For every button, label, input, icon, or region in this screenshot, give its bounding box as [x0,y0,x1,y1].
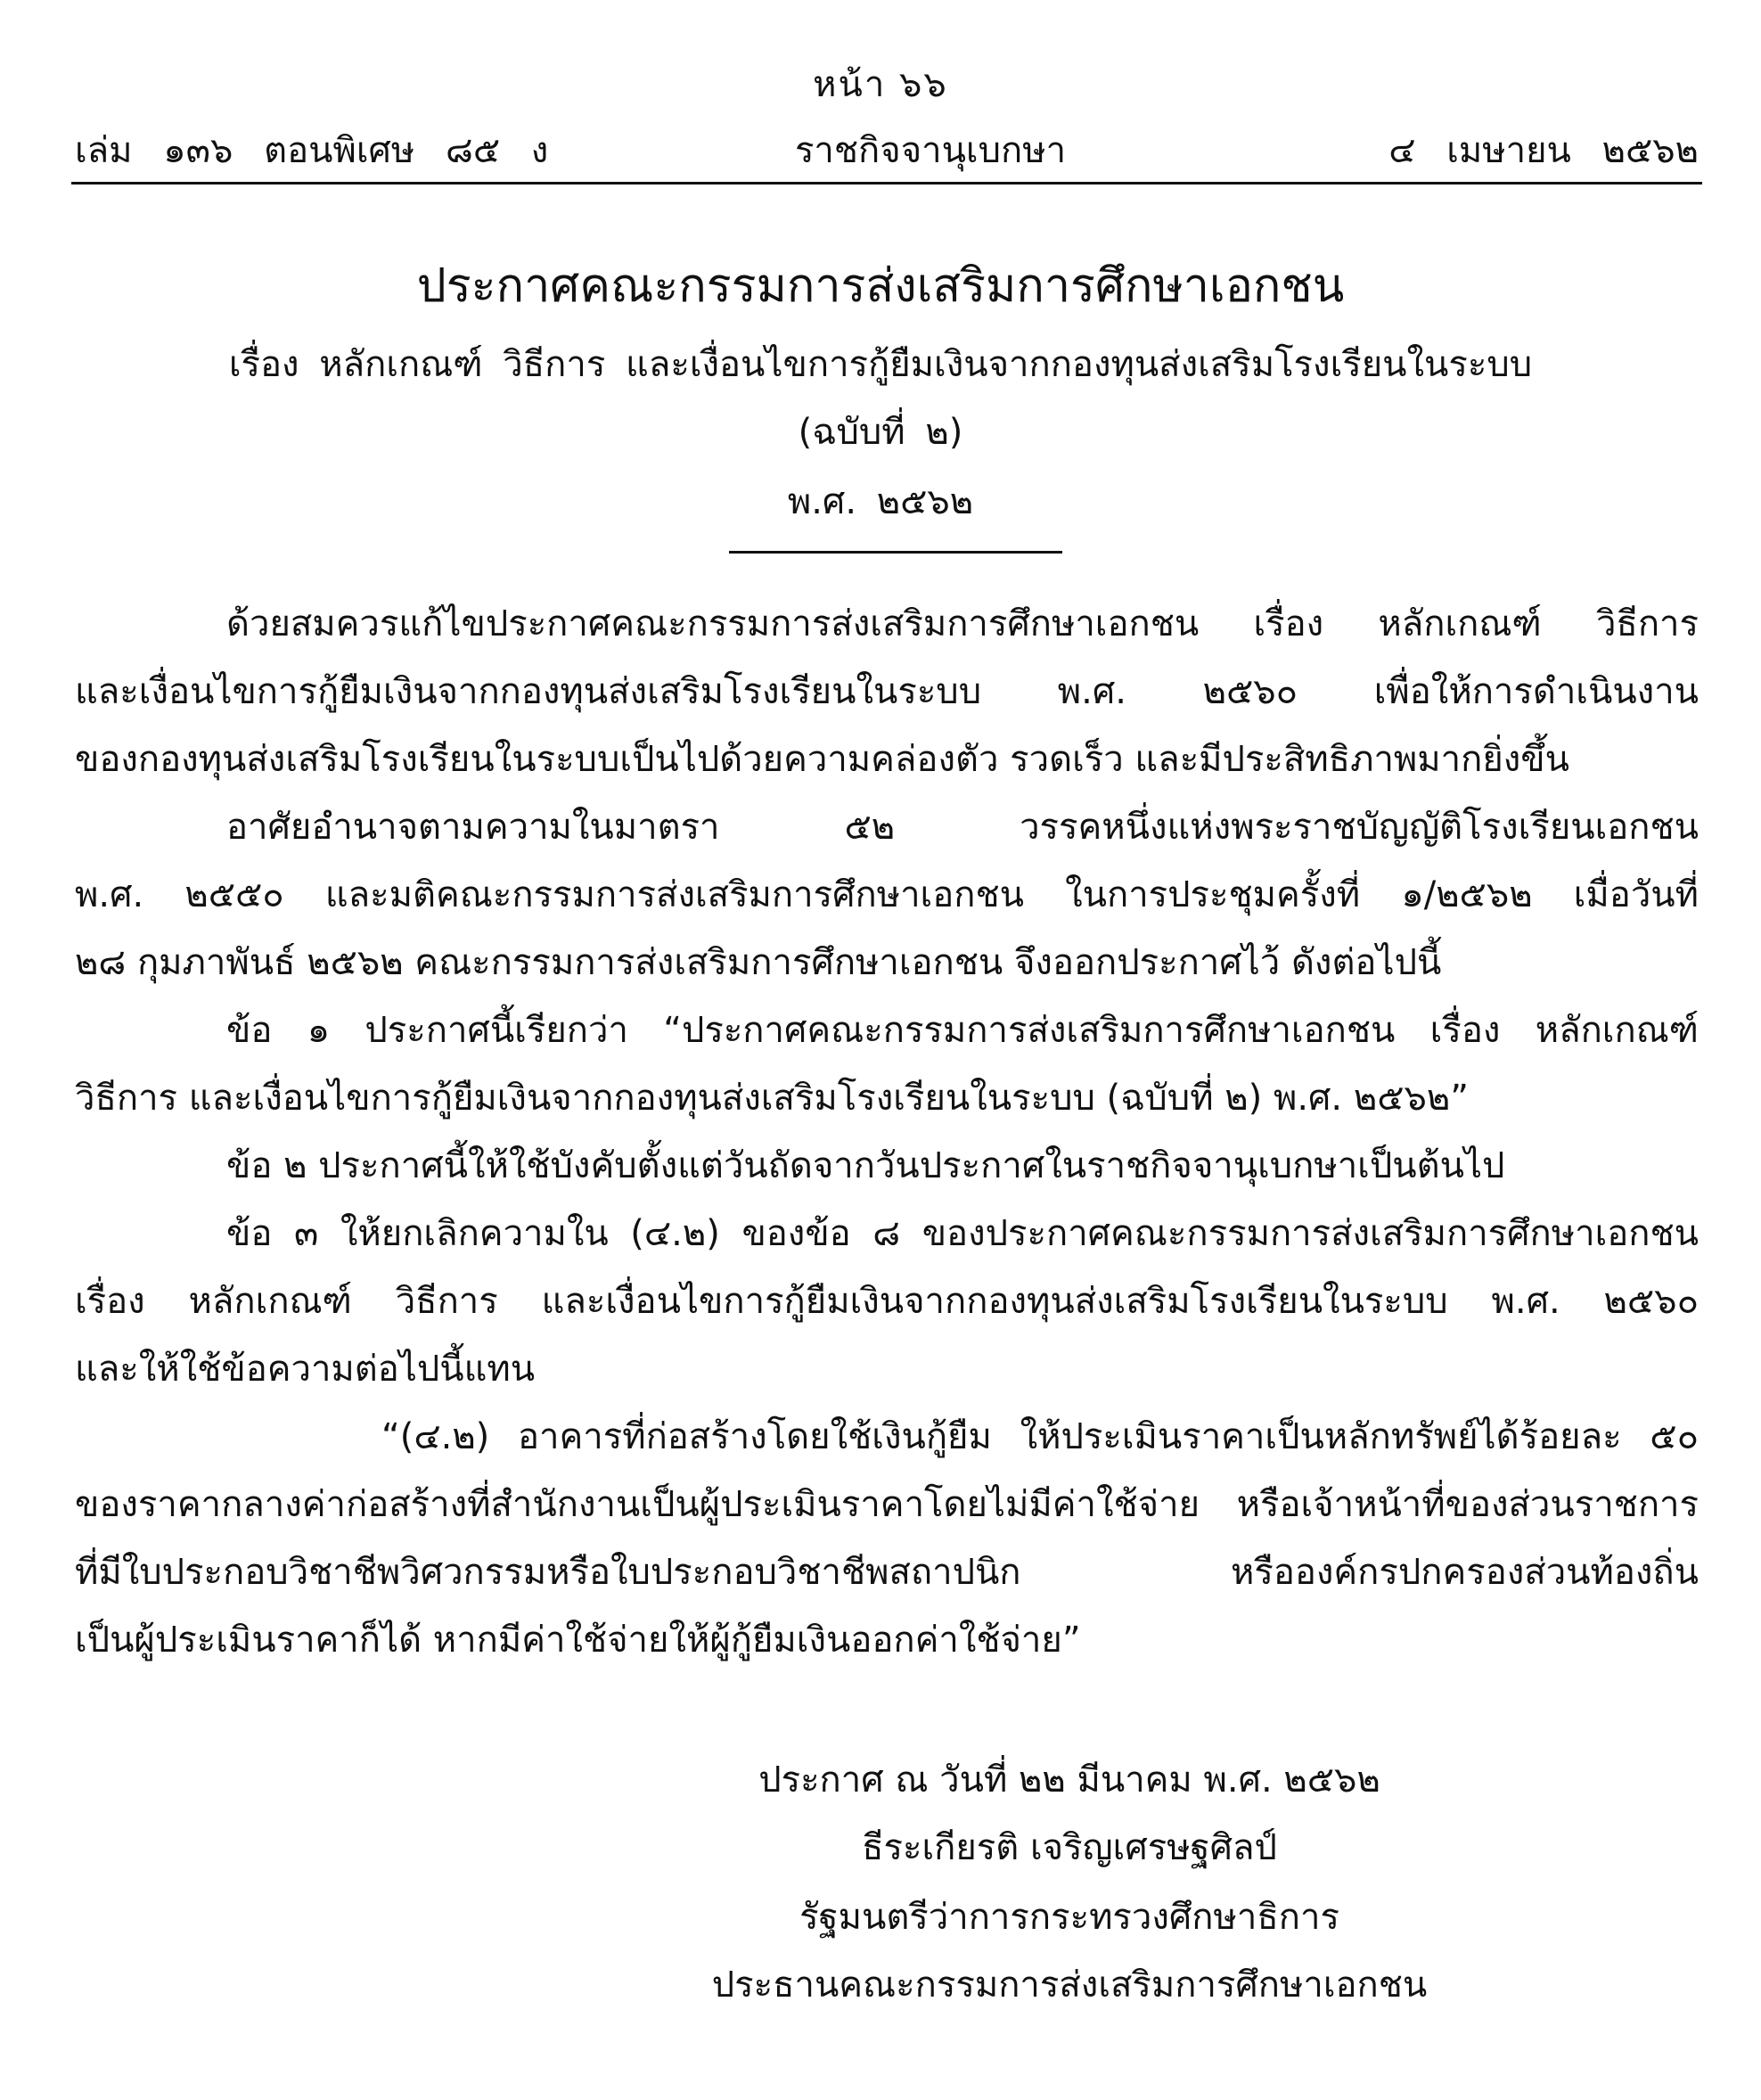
clause-2: ข้อ ๒ ประกาศนี้ให้ใช้บังคับตั้งแต่วันถัดจากวันประกาศในราชกิจจานุเบกษาเป็นต้นไป [226,1145,1505,1186]
page-number: หน้า ๖๖ [813,64,948,105]
amended-text: “(๔.๒) อาคารที่ก่อสร้างโดยใช้เงินกู้ยืม ให้ประเมินราคาเป็นหลักทรัพย์ได้ร้อยละ ๕๐ [381,1416,1699,1457]
announcement-title: ประกาศคณะกรรมการส่งเสริมการศึกษาเอกชน [416,259,1345,313]
signature-date: ประกาศ ณ วันที่ ๒๒ มีนาคม พ.ศ. ๒๕๖๒ [758,1760,1380,1801]
body-line: พ.ศ. ๒๕๕๐ และมติคณะกรรมการส่งเสริมการศึกษาเอกชน ในการประชุมครั้งที่ ๑/๒๕๖๒ เมื่อวันที่ [75,874,1699,915]
body-line: เรื่อง หลักเกณฑ์ วิธีการ และเงื่อนไขการกู้ยืมเงินจากกองทุนส่งเสริมโรงเรียนในระบบ พ.ศ. ๒๕๖๐ [75,1281,1699,1322]
announcement-year: พ.ศ. ๒๕๖๒ [787,481,974,522]
body-line: อาศัยอำนาจตามความในมาตรา ๕๒ วรรคหนึ่งแห่งพระราชบัญญัติโรงเรียนเอกชน [226,807,1699,848]
body-line: ด้วยสมควรแก้ไขประกาศคณะกรรมการส่งเสริมการศึกษาเอกชน เรื่อง หลักเกณฑ์ วิธีการ [226,603,1699,644]
signatory-position: รัฐมนตรีว่าการกระทรวงศึกษาธิการ [799,1897,1339,1938]
clause-3: ข้อ ๓ ให้ยกเลิกความใน (๔.๒) ของข้อ ๘ ของประกาศคณะกรรมการส่งเสริมการศึกษาเอกชน [226,1213,1699,1254]
body-line: วิธีการ และเงื่อนไขการกู้ยืมเงินจากกองทุนส่งเสริมโรงเรียนในระบบ (ฉบับที่ ๒) พ.ศ. ๒๕๖๒” [75,1078,1469,1119]
body-line: ที่มีใบประกอบวิชาชีพวิศวกรรมหรือใบประกอบวิชาชีพสถาปนิก หรือองค์กรปกครองส่วนท้องถิ่น [75,1552,1699,1593]
title-divider [729,551,1062,554]
publication-name: ราชกิจจานุเบกษา [794,130,1067,171]
signatory-name: ธีระเกียรติ เจริญเศรษฐศิลป์ [862,1827,1277,1868]
body-line: ของราคากลางค่าก่อสร้างที่สำนักงานเป็นผู้ประเมินราคาโดยไม่มีค่าใช้จ่าย หรือเจ้าหน้าที่ของส่วนราชการ [75,1484,1699,1525]
volume-info: เล่ม ๑๓๖ ตอนพิเศษ ๘๕ ง [75,130,549,171]
publication-date: ๔ เมษายน ๒๕๖๒ [1388,130,1699,171]
signatory-position-2: ประธานคณะกรรมการส่งเสริมการศึกษาเอกชน [711,1965,1428,2006]
body-line: ของกองทุนส่งเสริมโรงเรียนในระบบเป็นไปด้วยความคล่องตัว รวดเร็ว และมีประสิทธิภาพมากยิ่งขึ้น [75,739,1569,780]
header-divider [71,182,1702,185]
gazette-header [75,121,1699,175]
body-line: เป็นผู้ประเมินราคาก็ได้ หากมีค่าใช้จ่ายให้ผู้กู้ยืมเงินออกค่าใช้จ่าย” [75,1620,1081,1661]
clause-1: ข้อ ๑ ประกาศนี้เรียกว่า “ประกาศคณะกรรมการส่งเสริมการศึกษาเอกชน เรื่อง หลักเกณฑ์ [226,1010,1699,1051]
body-line: และให้ใช้ข้อความต่อไปนี้แทน [75,1349,536,1390]
body-line: และเงื่อนไขการกู้ยืมเงินจากกองทุนส่งเสริมโรงเรียนในระบบ พ.ศ. ๒๕๖๐ เพื่อให้การดำเนินงาน [75,671,1699,712]
announcement-subject: เรื่อง หลักเกณฑ์ วิธีการ และเงื่อนไขการกู้ยืมเงินจากกองทุนส่งเสริมโรงเรียนในระบบ [228,344,1533,385]
body-line: ๒๘ กุมภาพันธ์ ๒๕๖๒ คณะกรรมการส่งเสริมการศึกษาเอกชน จึงออกประกาศไว้ ดังต่อไปนี้ [75,942,1442,983]
announcement-edition: (ฉบับที่ ๒) [798,412,963,453]
